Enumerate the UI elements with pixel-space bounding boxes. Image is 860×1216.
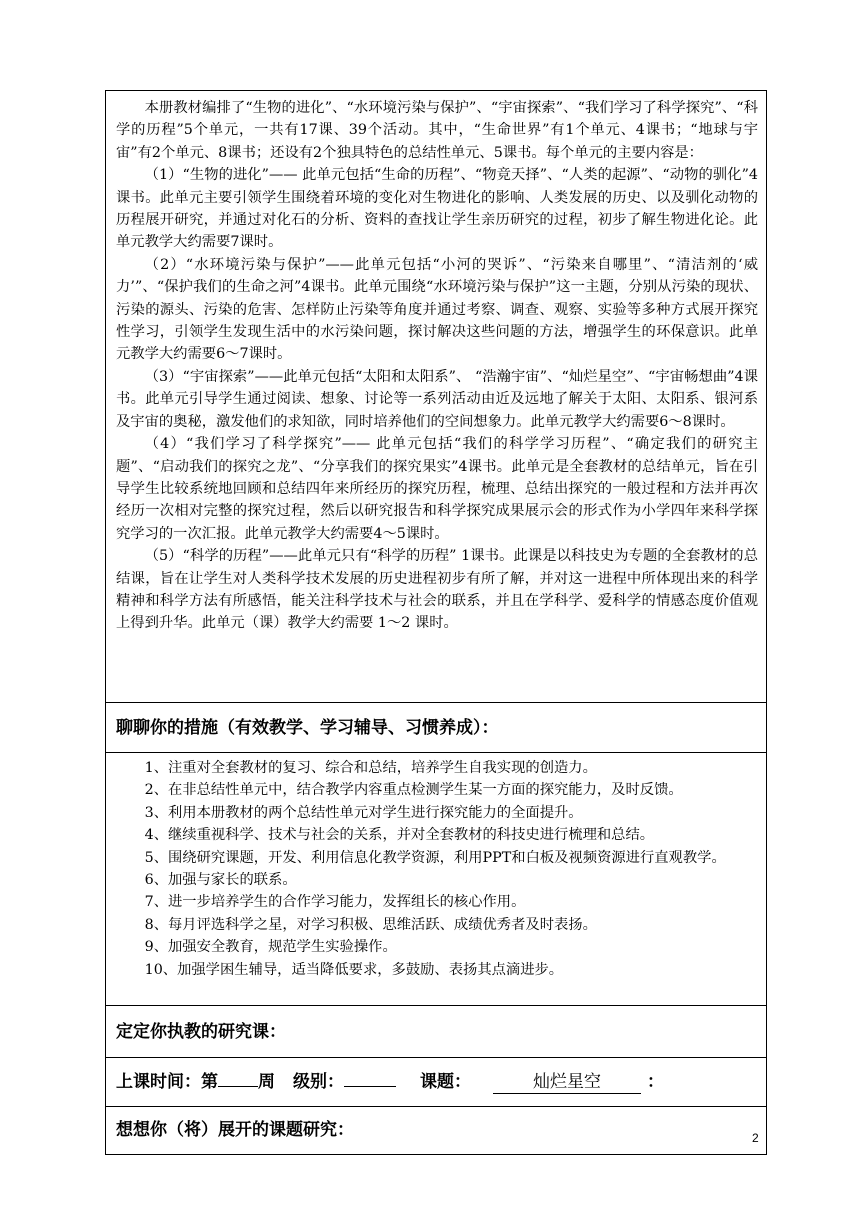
measure-item: 7、进一步培养学生的合作学习能力，发挥组长的核心作用。 <box>144 894 526 911</box>
measures-list <box>106 753 766 1006</box>
topic-value: 灿烂星空 <box>493 1071 641 1094</box>
level-label: 级别： <box>293 1072 344 1092</box>
page-number: 2 <box>752 1131 759 1145</box>
measure-item: 4、继续重视科学、技术与社会的关系，并对全套教材的科技史进行梳理和总结。 <box>144 827 655 844</box>
unit-2-paragraph: （2）“水环境污染与保护”——此单元包括“小河的哭诉”、“污染来自哪里”、“清洁剂的‘威力’”、“保护我们的生命之河”4课书。此单元围绕“水环境污染与保护”这一主题，分别从污染的现状、污染的源头、污染的危害、怎样防止污染等角度并通过考察、调查、观察、实验等多种方式展开探究性学习，引领学生发现生活中的水污染问题，探讨解决这些问题的方法，增强学生的环保意识。此单元教学大约需要6～7课时。 <box>116 256 758 363</box>
topic-label: 课题： <box>420 1072 471 1092</box>
measure-item: 10、加强学困生辅导，适当降低要求，多鼓励、表扬其点滴进步。 <box>144 961 564 978</box>
class-time-row <box>106 1058 766 1107</box>
research-topic-heading: 想想你（将）展开的课题研究： <box>116 1120 354 1140</box>
measure-item: 6、加强与家长的联系。 <box>144 872 297 889</box>
trailing-colon: ： <box>647 1072 664 1092</box>
week-label: 周 <box>258 1072 275 1092</box>
intro-paragraph: 本册教材编排了“生物的进化”、“水环境污染与保护”、“宇宙探索”、“我们学习了科学探究”、“科学的历程”5个单元，一共有17课、39个活动。其中，“生命世界”有1个单元、4课书；“地球与宇宙”有2个单元、8课书；还设有2个独具特色的总结性单元、5课书。每个单元的主要内容是： <box>116 100 758 161</box>
unit-1-paragraph: （1）“生物的进化”—— 此单元包括“生命的历程”、“物竞天择”、“人类的起源”、“动物的驯化”4课书。此单元主要引领学生围绕着环境的变化对生物进化的影响、人类发展的历史、以及驯化动物的历程展开研究，并通过对化石的分析、资料的查找让学生亲历研究的过程，初步了解生物进化论。此单元教学大约需要7课时。 <box>116 167 758 251</box>
class-time-label: 上课时间：第 <box>116 1072 218 1092</box>
measure-item: 5、围绕研究课题，开发、利用信息化教学资源，利用PPT和白板及视频资源进行直观教学。 <box>144 849 726 866</box>
level-blank <box>344 1067 396 1087</box>
lesson-plan-table <box>105 90 767 1155</box>
unit-4-paragraph: （4）“我们学习了科学探究”—— 此单元包括“我们的科学学习历程”、“确定我们的研究主题”、“启动我们的探究之龙”、“分享我们的探究果实”4课书。此单元是全套教材的总结单元，旨在引导学生比较系统地回顾和总结四年来所经历的探究历程，梳理、总结出探究的一般过程和方法并再次经历一次相对完整的探究过程，然后以研究报告和科学探究成果展示会的形式作为小学四年来科学探究学习的一次汇报。此单元教学大约需要4～5课时。 <box>116 436 758 542</box>
unit-3-paragraph: （3）“宇宙探索”——此单元包括“太阳和太阳系”、 “浩瀚宇宙”、“灿烂星空”、“宇宙畅想曲”4课书。此单元引导学生通过阅读、想象、讨论等一系列活动由近及远地了解关于太阳、太阳系、银河系及宇宙的奥秘，激发他们的求知欲，同时培养他们的空间想象力。此单元教学大约需要6～8课时。 <box>116 368 758 430</box>
measure-item: 9、加强安全教育，规范学生实验操作。 <box>144 939 397 956</box>
week-blank <box>218 1067 258 1087</box>
unit-5-paragraph: （5）“科学的历程”——此单元只有“科学的历程” 1课书。此课是以科技史为专题的全套教材的总结课，旨在让学生对人类科学技术发展的历史进程初步有所了解，并对这一进程中所体现出来的科学精神和科学方法有所感悟，能关注科学技术与社会的联系，并且在学科学、爱科学的情感态度价值观上得到升华。此单元（课）教学大约需要 1～2 课时。 <box>116 548 758 632</box>
measure-item: 1、注重对全套教材的复习、综合和总结，培养学生自我实现的创造力。 <box>144 760 597 776</box>
unit-overview-cell <box>106 91 766 703</box>
measure-item: 2、在非总结性单元中，结合教学内容重点检测学生某一方面的探究能力，及时反馈。 <box>144 782 683 799</box>
measure-item: 8、每月评选科学之星，对学习积极、思维活跃、成绩优秀者及时表扬。 <box>144 916 597 933</box>
measures-heading: 聊聊你的措施（有效教学、学习辅导、习惯养成）： <box>106 703 766 753</box>
measure-item: 3、利用本册教材的两个总结性单元对学生进行探究能力的全面提升。 <box>144 804 583 821</box>
research-class-heading: 定定你执教的研究课： <box>106 1006 766 1058</box>
